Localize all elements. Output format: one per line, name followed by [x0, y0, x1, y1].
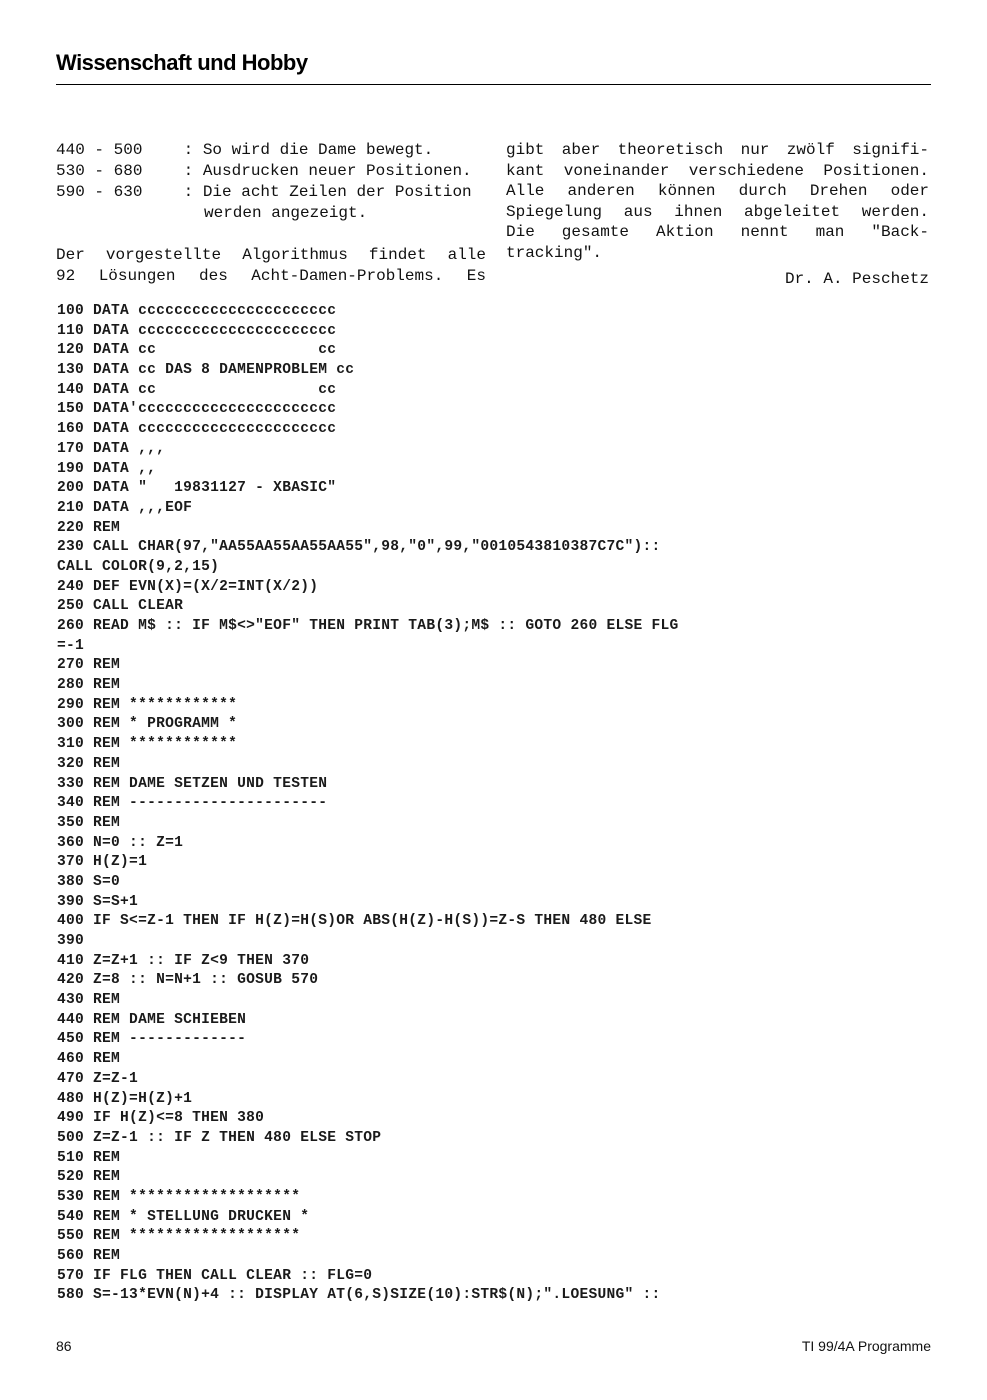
code-line: 460 REM	[57, 1051, 121, 1068]
code-line: 250 CALL CLEAR	[57, 598, 184, 615]
code-line: 540 REM * STELLUNG DRUCKEN *	[57, 1208, 310, 1225]
author-signature: Dr. A. Peschetz	[784, 270, 929, 288]
legend-range: 440 - 500	[56, 141, 143, 159]
paragraph-line: Der vorgestellte Algorithmus findet alle	[56, 246, 486, 264]
legend-row	[56, 140, 486, 161]
code-line: 390	[57, 933, 85, 949]
code-line: 240 DEF EVN(X)=(X/2=INT(X/2))	[57, 578, 319, 595]
code-line: 490 IF H(Z)<=8 THEN 380	[57, 1110, 265, 1127]
code-line: 400 IF S<=Z-1 THEN IF H(Z)=H(S)OR ABS(H(Z)-H(S))=Z-S THEN 480 ELSE	[57, 913, 652, 930]
legend-separator: :	[174, 183, 203, 201]
code-line: 290 REM ************	[57, 696, 238, 713]
left-paragraph	[56, 245, 486, 287]
legend-row	[56, 182, 486, 203]
legend-text: Ausdrucken neuer Positionen.	[202, 162, 472, 180]
code-line: 270 REM	[57, 657, 121, 674]
code-line: 480 H(Z)=H(Z)+1	[57, 1090, 193, 1107]
legend-text: Die acht Zeilen der Position	[202, 183, 472, 201]
header-rule	[56, 84, 931, 85]
legend-separator: :	[174, 162, 203, 180]
paragraph-line: Spiegelung aus ihnen abgeleitet werden.	[506, 202, 929, 221]
code-line: 470 Z=Z-1	[57, 1070, 139, 1087]
right-column	[506, 140, 929, 290]
paragraph-line: 92 Lösungen des Acht-Damen-Problems. Es	[56, 267, 486, 285]
code-line: 200 DATA " 19831127 - XBASIC"	[57, 480, 337, 497]
code-line: 570 IF FLG THEN CALL CLEAR :: FLG=0	[57, 1267, 373, 1284]
code-line: 150 DATA'cccccccccccccccccccccc	[57, 401, 337, 418]
code-line: 100 DATA cccccccccccccccccccccc	[57, 303, 337, 319]
code-line: 380 S=0	[57, 873, 121, 890]
code-line: 440 REM DAME SCHIEBEN	[57, 1011, 247, 1028]
code-line: CALL COLOR(9,2,15)	[57, 558, 220, 575]
code-line: 140 DATA cc cc	[57, 381, 337, 398]
code-line: 450 REM -------------	[57, 1031, 247, 1048]
book-title: TI 99/4A Programme	[801, 1338, 931, 1354]
basic-program-listing	[57, 302, 937, 1306]
code-line: 210 DATA ,,,EOF	[57, 499, 193, 516]
paragraph-line: gibt aber theoretisch nur zwölf signifi-	[506, 141, 929, 159]
code-line: 230 CALL CHAR(97,"AA55AA55AA55AA55",98,"0",99,"0010543810387C7C")::	[57, 539, 661, 556]
legend-range: 530 - 680	[56, 162, 143, 180]
code-line: 220 REM	[57, 519, 121, 536]
code-line: 520 REM	[57, 1169, 121, 1186]
code-line: 370 H(Z)=1	[57, 854, 148, 871]
code-line: 510 REM	[57, 1149, 121, 1166]
legend-row	[56, 161, 486, 182]
code-line: 130 DATA cc DAS 8 DAMENPROBLEM cc	[57, 362, 355, 379]
code-line: =-1	[57, 637, 85, 654]
paragraph-line: Die gesamte Aktion nennt man "Back-	[506, 223, 929, 241]
code-line: 580 S=-13*EVN(N)+4 :: DISPLAY AT(6,S)SIZE(10):STR$(N);".LOESUNG" ::	[57, 1287, 661, 1304]
left-column	[56, 140, 486, 287]
code-line: 260 READ M$ :: IF M$<>"EOF" THEN PRINT TAB(3);M$ :: GOTO 260 ELSE FLG	[57, 618, 679, 634]
code-line: 170 DATA ,,,	[57, 440, 166, 457]
code-line: 350 REM	[57, 814, 121, 831]
code-line: 390 S=S+1	[57, 893, 139, 910]
legend-text: So wird die Dame bewegt.	[202, 141, 434, 159]
legend-range: 590 - 630	[56, 183, 143, 201]
code-line: 120 DATA cc cc	[57, 342, 337, 359]
section-header: Wissenschaft und Hobby	[56, 50, 308, 75]
code-line: 500 Z=Z-1 :: IF Z THEN 480 ELSE STOP	[57, 1129, 382, 1146]
code-line: 330 REM DAME SETZEN UND TESTEN	[57, 775, 328, 792]
code-line: 310 REM ************	[57, 736, 238, 753]
code-line: 530 REM *******************	[57, 1188, 301, 1205]
code-line: 160 DATA cccccccccccccccccccccc	[57, 421, 337, 438]
code-line: 410 Z=Z+1 :: IF Z<9 THEN 370	[57, 952, 310, 969]
code-line: 300 REM * PROGRAMM *	[57, 716, 238, 733]
code-line: 190 DATA ,,	[57, 460, 157, 477]
code-line: 280 REM	[57, 677, 121, 694]
code-line: 550 REM *******************	[57, 1228, 301, 1245]
code-line: 560 REM	[57, 1248, 121, 1264]
paragraph-line: kant voneinander verschiedene Positionen.	[506, 161, 929, 180]
code-line: 110 DATA cccccccccccccccccccccc	[57, 322, 337, 339]
code-line: 420 Z=8 :: N=N+1 :: GOSUB 570	[57, 972, 319, 989]
legend-continuation: werden angezeigt.	[204, 204, 368, 222]
paragraph-line: Alle anderen können durch Drehen oder	[506, 182, 929, 200]
code-line: 360 N=0 :: Z=1	[57, 834, 184, 851]
paragraph-line: tracking".	[506, 243, 603, 262]
code-line: 320 REM	[57, 755, 121, 772]
legend-separator: :	[174, 141, 203, 159]
code-line: 340 REM ----------------------	[57, 795, 328, 812]
page-number: 86	[56, 1338, 72, 1354]
code-line: 430 REM	[57, 992, 121, 1009]
